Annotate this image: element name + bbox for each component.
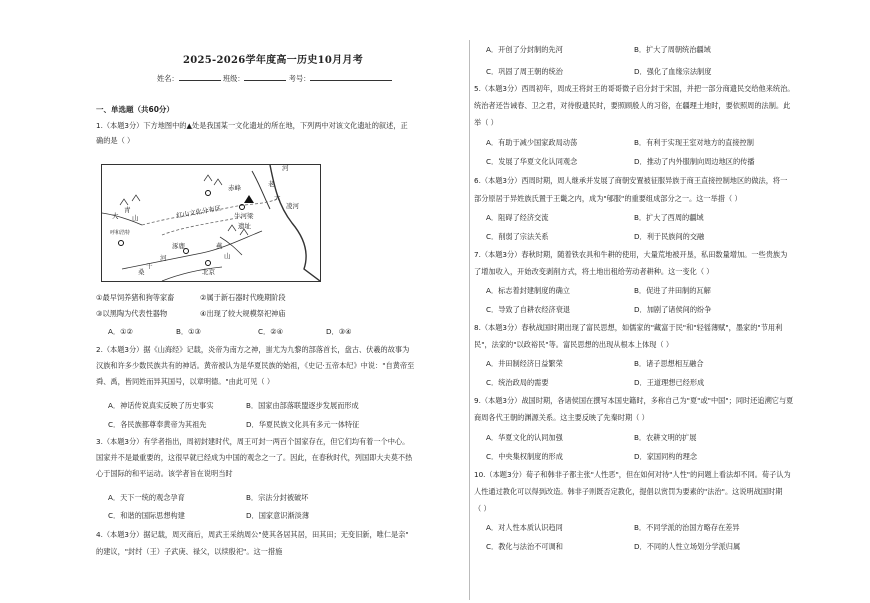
class-field[interactable] bbox=[244, 72, 286, 81]
class-label: 班级： bbox=[222, 74, 245, 83]
q9-line: 9.（本题3分）战国时期，各诸侯国在撰写本国史籍时，多称自己为"夏"或"中国"；同时还追溯它与夏 bbox=[474, 396, 794, 405]
q2-option-b[interactable]: B．国家由部落联盟逐步发展而形成 bbox=[246, 401, 359, 410]
map-label: 大 bbox=[274, 194, 281, 202]
q2-line: 汉族和许多少数民族共有的神话。黄帝被认为是华夏民族的始祖，《史记·五帝本纪》中说："自黄帝至 bbox=[96, 361, 415, 370]
map-label: 呼和浩特 bbox=[110, 230, 131, 236]
q2-option-c[interactable]: C．各民族都尊奉黄帝为其祖先 bbox=[108, 420, 207, 429]
q5-line: 举（ ） bbox=[474, 118, 498, 127]
map-label: 红山文化分布区 bbox=[175, 204, 222, 220]
id-label: 考号： bbox=[288, 74, 311, 83]
q2-line: 舜、禹，皆同姓而异其国号，以章明德。"由此可见（ ） bbox=[96, 377, 275, 386]
q8-option-d[interactable]: D．王道理想已经形成 bbox=[634, 378, 705, 387]
q3-option-c[interactable]: C．和谐的国际思想构建 bbox=[108, 511, 185, 520]
map-label: 青 bbox=[124, 206, 131, 214]
q6-option-a[interactable]: A．阻碍了经济交流 bbox=[486, 213, 549, 222]
q5-option-b[interactable]: B．有利于实现王室对地方的直接控制 bbox=[634, 138, 754, 147]
q1-item: ①最早饲养猪和狗等家畜 bbox=[96, 293, 175, 302]
section-title: 一、单选题（共60分） bbox=[96, 105, 174, 114]
q1-option-d[interactable]: D．③④ bbox=[326, 327, 352, 336]
exam-title: 2025-2026学年度高一历史10月月考 bbox=[183, 55, 364, 66]
q4-option-d[interactable]: D．强化了血缘宗法制度 bbox=[634, 67, 712, 76]
q7-line: 7.（本题3分）春秋时期，随着铁农具和牛耕的使用，大量荒地被开垦，私田数量增加。一些贵族为 bbox=[474, 250, 788, 259]
q8-option-b[interactable]: B．诸子思想相互融合 bbox=[634, 359, 704, 368]
q6-option-d[interactable]: D．利于民族间的交融 bbox=[634, 232, 705, 241]
map-label: 燕 bbox=[216, 242, 223, 250]
q2-line: 2.（本题3分）据《山海经》记载，炎帝为南方之神，蚩尤为九黎的部落首长，盘古、伏羲的故事为 bbox=[96, 345, 410, 354]
map-label: 遗址 bbox=[238, 222, 251, 230]
q3-option-a[interactable]: A．天下一统的观念孕育 bbox=[108, 493, 185, 502]
q6-option-c[interactable]: C．削弱了宗法关系 bbox=[486, 232, 549, 241]
q10-line: 10.（本题3分）荀子和韩非子都主张"人性恶"，但在如何对待"人性"的问题上看法却不同。荀子认为 bbox=[474, 470, 791, 479]
q9-option-b[interactable]: B．农耕文明的扩展 bbox=[634, 433, 697, 442]
q9-option-c[interactable]: C．中央集权制度的形成 bbox=[486, 452, 563, 461]
site-marker-icon bbox=[244, 195, 254, 203]
name-field[interactable] bbox=[179, 72, 221, 81]
q6-line: 部分原居于异姓族氏置于王畿之内，成为"郇服"的重要组成部分之一。这一举措（ ） bbox=[474, 194, 742, 203]
map-label: 河 bbox=[282, 164, 289, 172]
q5-option-d[interactable]: D．推动了内外服制向周边地区的传播 bbox=[634, 157, 755, 166]
q2-option-a[interactable]: A．神话传说真实反映了历史事实 bbox=[108, 401, 214, 410]
column-divider bbox=[469, 40, 470, 600]
map-label: 山 bbox=[224, 252, 231, 260]
q1-item: ②属于新石器时代晚期阶段 bbox=[200, 293, 286, 302]
q1-option-b[interactable]: B．①③ bbox=[176, 327, 202, 336]
q1-option-a[interactable]: A．①② bbox=[108, 327, 133, 336]
q8-option-a[interactable]: A．井田制经济日益繁荣 bbox=[486, 359, 563, 368]
q1-stem-2: 确的是（ ） bbox=[96, 136, 135, 145]
q3-line: 国家并不是最重要的，这很早就已经成为中国的观念之一了。因此，在春秋时代，列国即大夫莫不热 bbox=[96, 453, 413, 462]
q4-line: 的建议，"封纣（王）子武庚、禄父，以续殷祀"。这一措施 bbox=[96, 547, 283, 556]
q9-line: 商周各代王朝的渊源关系。这主要反映了先秦时期（ ） bbox=[474, 413, 649, 422]
q1-item: ③以黑陶为代表性器物 bbox=[96, 309, 168, 318]
q10-option-c[interactable]: C．教化与法治不可调和 bbox=[486, 542, 563, 551]
q4-option-a[interactable]: A．开创了分封制的先河 bbox=[486, 45, 563, 54]
q5-option-c[interactable]: C．发展了华夏文化认同观念 bbox=[486, 157, 578, 166]
q10-line: （ ） bbox=[474, 504, 491, 513]
q3-option-d[interactable]: D．国家意识渐淡薄 bbox=[246, 511, 310, 520]
q1-item: ④出现了较大规模祭祀神庙 bbox=[200, 309, 286, 318]
q5-line: 统治者还告诫春、卫之君，对待殷遗民时，要照顾殷人的习俗，在疆理土地时，要依照周的法制。此 bbox=[474, 101, 791, 110]
q7-option-c[interactable]: C．导致了自耕农经济衰退 bbox=[486, 305, 571, 314]
q1-option-c[interactable]: C．②④ bbox=[258, 327, 284, 336]
q10-option-a[interactable]: A．对人性本质认识趋同 bbox=[486, 523, 563, 532]
map-label: 老 bbox=[268, 180, 275, 188]
q6-option-b[interactable]: B．扩大了西周的疆域 bbox=[634, 213, 704, 222]
map-label: 涿鹿 bbox=[172, 242, 185, 250]
q4-option-b[interactable]: B．扩大了周朝统治疆域 bbox=[634, 45, 711, 54]
q5-line: 5.（本题3分）西周初年，周成王将封王的哥哥微子启分封于宋国，并把一部分商遗民交给他来统治。 bbox=[474, 84, 795, 93]
q1-stem-1: 1.（本题3分）下方地图中的▲处是我国某一文化遗址的所在地，下列两中对该文化遗址的叙述，正 bbox=[96, 121, 408, 130]
map-label: 北京 bbox=[202, 268, 215, 276]
map-label: 牛河梁 bbox=[234, 212, 254, 220]
q3-line: 3.（本题3分）有学者指出，周初封建时代，周王可封一两百个国家存在，但它们均有着一个中心。 bbox=[96, 437, 410, 446]
map-label: 山 bbox=[132, 214, 139, 222]
map-drawing bbox=[102, 165, 320, 281]
q3-option-b[interactable]: B．宗法分封被破坏 bbox=[246, 493, 309, 502]
q3-line: 心于国际的和平运动。该学者旨在说明当时 bbox=[96, 469, 233, 478]
id-field[interactable] bbox=[310, 72, 392, 81]
q9-option-a[interactable]: A．华夏文化的认同加强 bbox=[486, 433, 563, 442]
q10-option-b[interactable]: B．不同学派的治国方略存在差异 bbox=[634, 523, 740, 532]
q10-line: 人性通过教化可以得到改造。韩非子则既否定教化，提倡以赏罚为要素的"法治"。这说明战国时期 bbox=[474, 487, 783, 496]
q9-option-d[interactable]: D．家国同构的理念 bbox=[634, 452, 698, 461]
q7-option-a[interactable]: A．标志着封建制度的确立 bbox=[486, 286, 570, 295]
name-label: 姓名： bbox=[157, 74, 179, 83]
map-label: 大 bbox=[112, 212, 119, 220]
map-label: 桑 bbox=[138, 268, 145, 276]
q7-line: 了增加收入，开始改变剥削方式，将土地出租给劳动者耕种。这一变化（ ） bbox=[474, 267, 714, 276]
map-label: 赤峰 bbox=[228, 184, 241, 192]
q8-line: 民"，法家的"以政裕民"等。富民思想的出现从根本上体现（ ） bbox=[474, 340, 674, 349]
q4-line: 4.（本题3分）据记载，周灭商后，周武王采纳周公"使其各居其居，田其田；无变旧新，唯仁是亲" bbox=[96, 530, 409, 539]
map-label: 凌河 bbox=[286, 202, 299, 210]
student-info-row bbox=[157, 72, 392, 84]
q8-line: 8.（本题3分）春秋战国时期出现了富民思想，如儒家的"藏富于民"和"轻徭薄赋"，墨家的"节用利 bbox=[474, 323, 783, 332]
q7-option-d[interactable]: D．加剧了诸侯间的纷争 bbox=[634, 305, 712, 314]
historical-map bbox=[101, 164, 321, 282]
q8-option-c[interactable]: C．统治政局的需要 bbox=[486, 378, 549, 387]
q5-option-a[interactable]: A．有助于减少国家政局动荡 bbox=[486, 138, 578, 147]
map-label: 河 bbox=[160, 254, 167, 262]
q7-option-b[interactable]: B．促进了井田制的瓦解 bbox=[634, 286, 711, 295]
q2-option-d[interactable]: D．华夏民族文化具有多元一体特征 bbox=[246, 420, 360, 429]
map-label: 干 bbox=[146, 262, 153, 270]
q10-option-d[interactable]: D．不同的人性立场划分学派归属 bbox=[634, 542, 741, 551]
q6-line: 6.（本题3分）西周时期，周人继承并发展了商朝安置被征服异族于商王直接控制地区的做法，将一 bbox=[474, 176, 788, 185]
q4-option-c[interactable]: C．巩固了周王朝的统治 bbox=[486, 67, 563, 76]
